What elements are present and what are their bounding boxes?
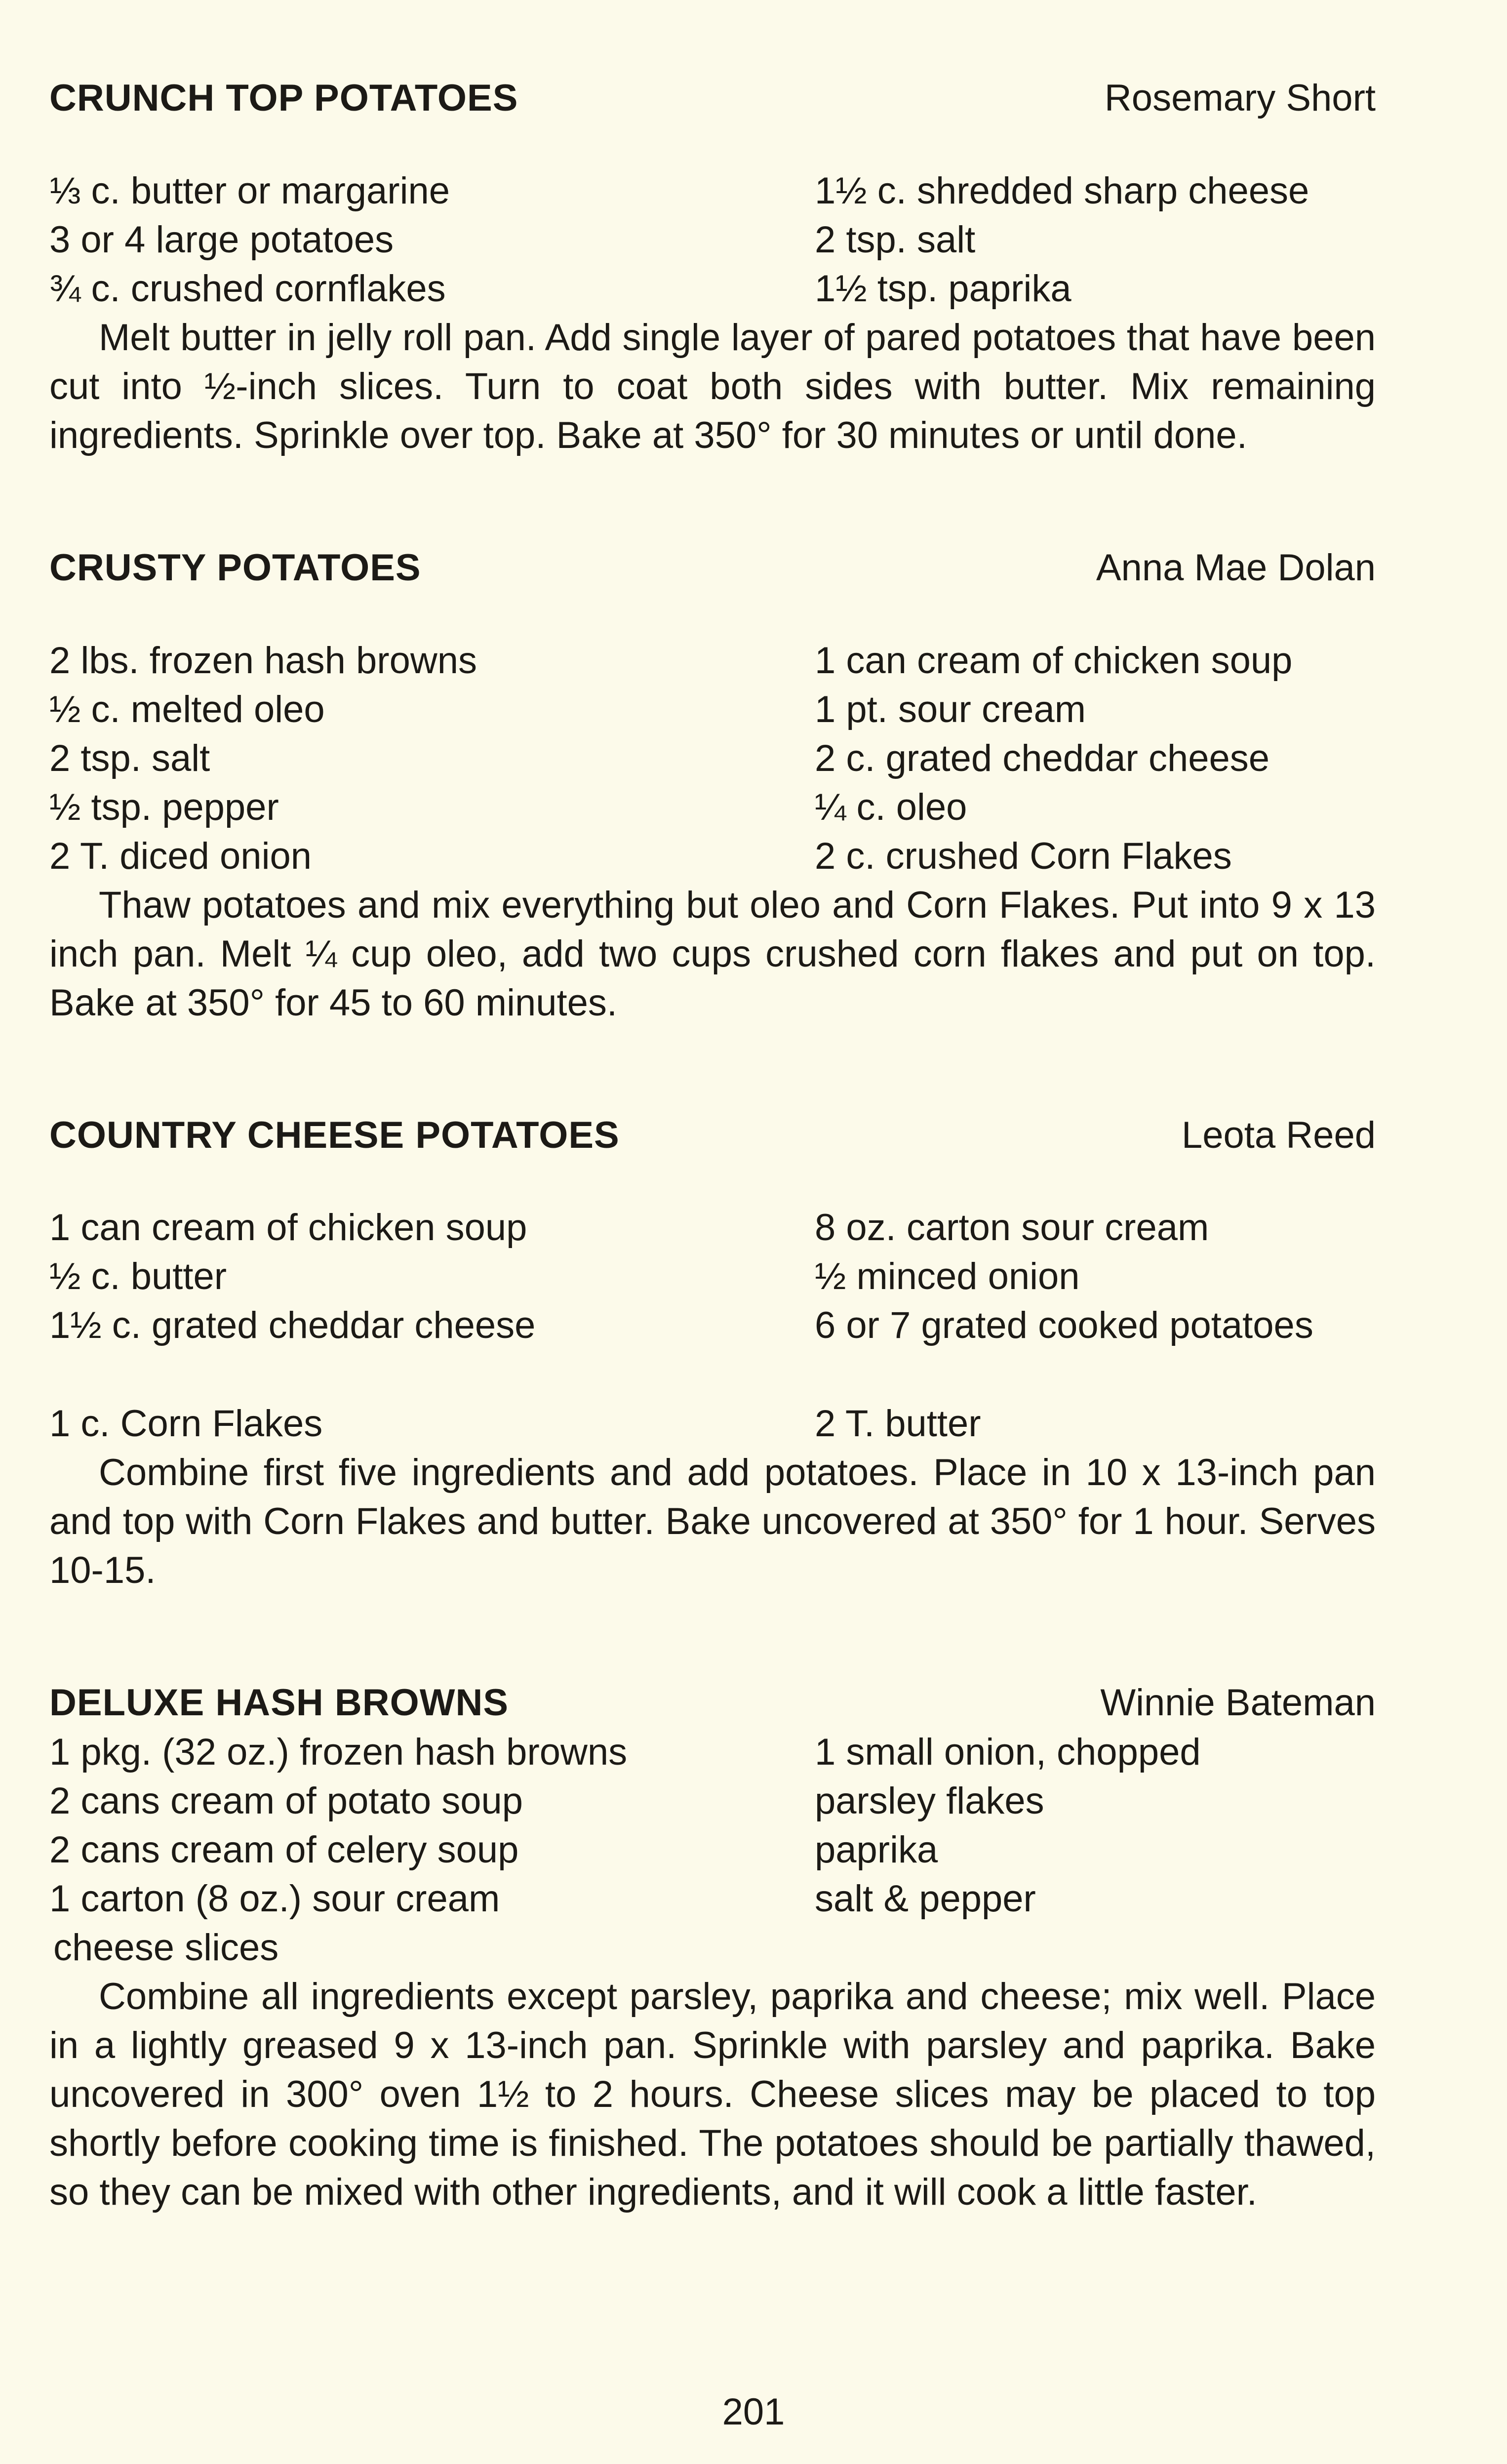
- ingredient: 2 tsp. salt: [49, 737, 210, 779]
- recipe-header: [49, 74, 1376, 123]
- ingredient: 1 small onion, chopped: [815, 1731, 1201, 1774]
- page-number: 201: [722, 2391, 785, 2433]
- recipe-header: [49, 1679, 1376, 1728]
- ingredient: 2 T. diced onion: [49, 835, 312, 877]
- recipe-title: COUNTRY CHEESE POTATOES: [49, 1114, 620, 1156]
- ingredient: 1 c. Corn Flakes: [49, 1403, 323, 1445]
- ingredient: 6 or 7 grated cooked potatoes: [815, 1304, 1313, 1347]
- ingredient: ⅓ c. butter or margarine: [49, 169, 450, 212]
- ingredient: 3 or 4 large potatoes: [49, 218, 394, 261]
- ingredient-column-left: [49, 1203, 815, 1350]
- ingredient-extra-row: [49, 1399, 1376, 1448]
- ingredient: cheese slices: [53, 1927, 279, 1969]
- ingredient: 2 c. crushed Corn Flakes: [815, 835, 1232, 877]
- ingredient: ½ c. melted oleo: [49, 688, 325, 730]
- ingredient-list: [49, 1203, 1376, 1350]
- recipe-directions: Melt butter in jelly roll pan. Add single layer of pared potatoes that have been cut into ½-inch slices. Turn to coat both sides with butter. Mix remaining ingredients. Sprinkle over top. Bake at 350° for 30 minutes or until done.: [49, 316, 1376, 456]
- ingredient: 1 pkg. (32 oz.) frozen hash browns: [49, 1731, 628, 1774]
- ingredient: 1½ tsp. paprika: [815, 267, 1071, 310]
- ingredient-column-left: [49, 1728, 815, 1923]
- ingredient: parsley flakes: [815, 1780, 1044, 1822]
- recipe-deluxe-hash-browns: [49, 1679, 1376, 2217]
- ingredient-column-right: [815, 166, 1376, 313]
- ingredient-column-right: [815, 636, 1376, 881]
- recipe-author: Leota Reed: [1182, 1114, 1376, 1156]
- ingredient: 1 carton (8 oz.) sour cream: [49, 1878, 500, 1920]
- recipe-directions: Combine first five ingredients and add potatoes. Place in 10 x 13-inch pan and top with Corn Flakes and butter. Bake uncovered at 350° for 1 hour. Serves 10-15.: [49, 1452, 1376, 1592]
- recipe-author: Anna Mae Dolan: [1096, 546, 1376, 589]
- ingredient: ¾ c. crushed cornflakes: [49, 267, 446, 310]
- ingredient-list: [49, 1728, 1376, 1923]
- ingredient-column-right: [815, 1728, 1376, 1923]
- ingredient-list: [49, 636, 1376, 881]
- recipe-country-cheese-potatoes: [49, 1111, 1376, 1595]
- ingredient: 2 tsp. salt: [815, 218, 976, 261]
- page-content: [49, 74, 1376, 2301]
- recipe-crusty-potatoes: [49, 544, 1376, 1027]
- recipe-directions: Thaw potatoes and mix everything but oleo and Corn Flakes. Put into 9 x 13 inch pan. Melt ¼ cup oleo, add two cups crushed corn flakes and put on top. Bake at 350° for 45 to 60 minutes.: [49, 884, 1376, 1024]
- ingredient: 2 c. grated cheddar cheese: [815, 737, 1270, 779]
- recipe-directions: Combine all ingredients except parsley, paprika and cheese; mix well. Place in a lightly greased 9 x 13-inch pan. Sprinkle with parsley and paprika. Bake uncovered in 300° oven 1½ to 2 hours. Cheese slices may be placed to top shortly before cooking time is finished. The potatoes should be partially thawed, so they can be mixed with other ingredients, and it will cook a little faster.: [49, 1976, 1376, 2214]
- ingredient: 1 can cream of chicken soup: [815, 639, 1293, 682]
- ingredient: 2 T. butter: [815, 1403, 981, 1445]
- ingredient-column-left: [49, 636, 815, 881]
- recipe-title: DELUXE HASH BROWNS: [49, 1682, 509, 1724]
- ingredient: paprika: [815, 1829, 938, 1871]
- recipe-header: [49, 544, 1376, 593]
- ingredient: 2 cans cream of potato soup: [49, 1780, 523, 1822]
- recipe-author: Winnie Bateman: [1100, 1682, 1376, 1724]
- recipe-title: CRUSTY POTATOES: [49, 546, 421, 589]
- ingredient: 1½ c. shredded sharp cheese: [815, 169, 1309, 212]
- ingredient: 1 pt. sour cream: [815, 688, 1086, 730]
- ingredient: salt & pepper: [815, 1878, 1036, 1920]
- ingredient: 8 oz. carton sour cream: [815, 1207, 1209, 1249]
- ingredient: ½ minced onion: [815, 1255, 1080, 1298]
- ingredient-list: [49, 166, 1376, 313]
- ingredient: 2 lbs. frozen hash browns: [49, 639, 477, 682]
- ingredient: 2 cans cream of celery soup: [49, 1829, 519, 1871]
- recipe-header: [49, 1111, 1376, 1160]
- recipe-title: CRUNCH TOP POTATOES: [49, 77, 518, 119]
- ingredient-column-right: [815, 1203, 1376, 1350]
- ingredient: ½ c. butter: [49, 1255, 227, 1298]
- ingredient-column-left: [49, 166, 815, 313]
- recipe-crunch-top-potatoes: [49, 74, 1376, 460]
- ingredient: ¼ c. oleo: [815, 786, 967, 828]
- recipe-author: Rosemary Short: [1104, 77, 1376, 119]
- ingredient: 1 can cream of chicken soup: [49, 1207, 527, 1249]
- ingredient: ½ tsp. pepper: [49, 786, 279, 828]
- ingredient: 1½ c. grated cheddar cheese: [49, 1304, 536, 1347]
